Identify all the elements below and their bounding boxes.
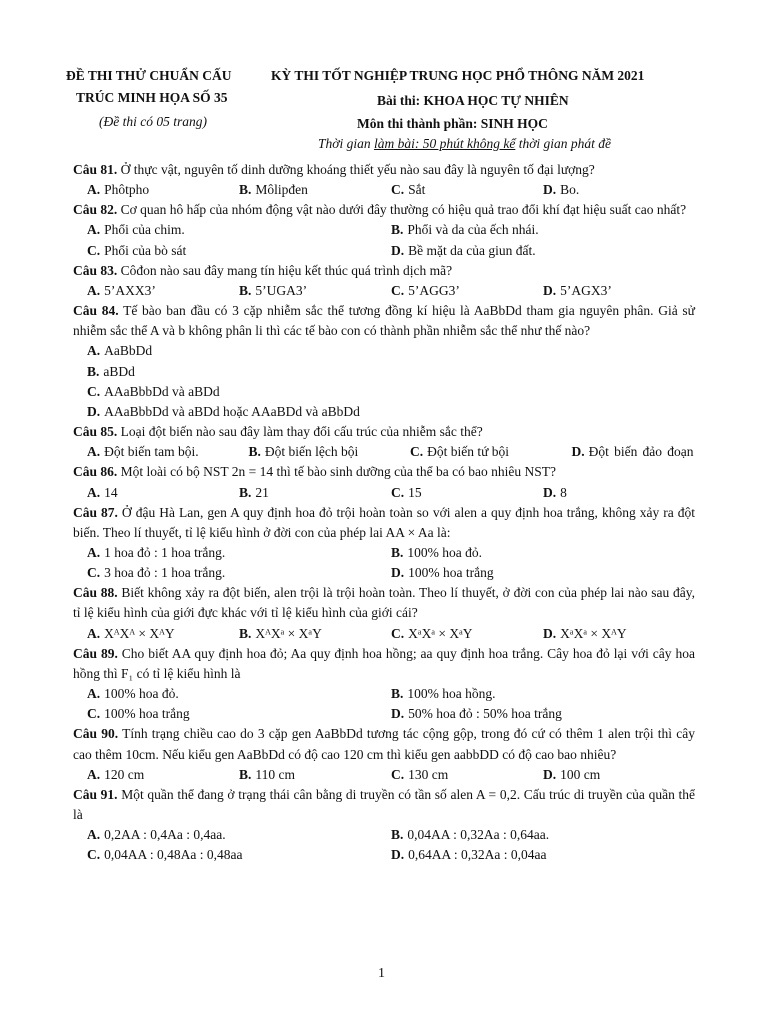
option-c[interactable]: C. Đột biến tứ bội [410, 444, 510, 460]
options-row [73, 543, 695, 563]
question-text: Tế bào ban đầu có 3 cặp nhiễm sắc thể tương đồng kí hiệu là AaBbDd tham gia nguyên phân. Giả sử nhiễm sắc thể A và b không phân li thì các tế bào con có thành phần nhiễm sắc thể như thế nào? [73, 303, 695, 339]
time-underlined: làm bài: 50 phút không kể [373, 136, 516, 151]
option-b[interactable]: B. Môlipđen [239, 182, 308, 198]
options-row [73, 563, 695, 583]
option-a[interactable]: A. Phổi của chim. [87, 222, 185, 238]
page-number: 1 [378, 966, 385, 981]
question-label: Câu 82. [73, 202, 118, 218]
option-c[interactable]: C. 5’AGG3’ [391, 282, 460, 298]
option-c[interactable]: C. 3 hoa đỏ : 1 hoa trắng. [87, 565, 226, 581]
options-row [73, 845, 695, 865]
question-82 [73, 200, 695, 220]
header-right-line3: Môn thi thành phần: SINH HỌC [357, 116, 548, 131]
question-label: Câu 81. [73, 162, 118, 177]
option-d[interactable]: D. 5’AGX3’ [543, 282, 612, 298]
option-a[interactable]: A. Đột biến tam bội. [87, 444, 199, 460]
header-left-line1: ĐỀ THI THỬ CHUẨN CẤU [66, 68, 232, 83]
option-d[interactable]: D. Bo. [543, 182, 580, 198]
question-label: Câu 89. [73, 645, 118, 661]
option-a[interactable]: A. 120 cm [87, 766, 145, 782]
question-text: Tính trạng chiều cao do 3 cặp gen AaBbDd tương tác cộng gộp, trong đó cứ có thêm 1 alen trội thì cây cao thêm 10cm. Nếu kiểu gen AaBbDd có độ cao 120 cm thì kiểu gen aabbDD có độ cao bao nhiêu? [73, 726, 695, 762]
option-b[interactable]: B. 0,04AA : 0,32Aa : 0,64aa. [391, 827, 550, 843]
header-left-line2: TRÚC MINH HỌA SỐ 35 [76, 90, 228, 105]
options-row [73, 220, 695, 240]
options-row [73, 765, 695, 785]
question-91 [73, 785, 695, 825]
option-b[interactable]: B. 110 cm [239, 766, 296, 782]
option-b[interactable]: B. aBDd [87, 363, 135, 379]
time-suffix: thời gian phát đề [515, 136, 612, 151]
option-c[interactable]: C. XᵃXᵃ × XᵃY [391, 625, 473, 641]
option-c[interactable]: C. 0,04AA : 0,48Aa : 0,48aa [87, 847, 243, 863]
option-d[interactable]: D. 100% hoa trắng [391, 565, 494, 581]
question-text: Ở thực vật, nguyên tố dinh dưỡng khoáng thiết yếu nào sau đây là nguyên tố đại lượng? [117, 162, 595, 177]
option-a[interactable]: A. XᴬXᴬ × XᴬY [87, 625, 175, 641]
question-88 [73, 583, 695, 623]
time-prefix: Thời gian [318, 136, 374, 151]
question-label: Câu 86. [73, 464, 118, 480]
option-b[interactable]: B. 21 [239, 484, 269, 500]
option-b[interactable]: B. 100% hoa hồng. [391, 686, 496, 702]
question-label: Câu 91. [73, 786, 118, 802]
options-row [73, 180, 695, 200]
header-left-line3: (Đề thi có 05 trang) [99, 114, 207, 129]
question-87 [73, 503, 695, 543]
option-c[interactable]: C. 100% hoa trắng [87, 706, 190, 722]
question-text: Loại đột biến nào sau đây làm thay đổi cấu trúc của nhiễm sắc thể? [117, 424, 483, 440]
option-d[interactable]: D. 100 cm [543, 766, 601, 782]
option-c[interactable]: C. 130 cm [391, 766, 449, 782]
header-right-line2: Bài thi: KHOA HỌC TỰ NHIÊN [377, 93, 569, 108]
option-d[interactable]: D. Bề mặt da của giun đất. [391, 242, 536, 258]
options-row [73, 825, 695, 845]
option-b[interactable]: B. Phổi và da của ếch nhái. [391, 222, 539, 238]
option-d[interactable]: D. Đột biến đảo đoạn [571, 444, 694, 460]
option-c[interactable]: C. AAaBbbDd và aBDd [87, 383, 220, 399]
option-b[interactable]: B. Đột biến lệch bội [248, 444, 359, 460]
question-text: Cho biết AA quy định hoa đỏ; Aa quy định hoa hồng; aa quy định hoa trắng. Cây hoa đỏ lại với cây hoa hồng thì F₁ có tỉ lệ kiểu hình là [73, 645, 695, 681]
question-text: Một quần thể đang ở trạng thái cân bằng di truyền có tần số alen A = 0,2. Cấu trúc di truyền của quần thể là [73, 786, 695, 822]
question-text: Ở đậu Hà Lan, gen A quy định hoa đỏ trội hoàn toàn so với alen a quy định hoa trắng, không xảy ra đột biến. Theo lí thuyết, tỉ lệ kiểu hình ở đời con của phép lai AA × Aa là: [73, 504, 695, 540]
question-81 [73, 160, 695, 180]
question-83 [73, 261, 695, 281]
header-right-line1: KỲ THI TỐT NGHIỆP TRUNG HỌC PHỔ THÔNG NĂM 2021 [271, 68, 645, 83]
question-90 [73, 724, 695, 764]
question-label: Câu 84. [73, 303, 119, 319]
options-row [73, 624, 695, 644]
options-row [73, 281, 695, 301]
option-a[interactable]: A. AaBbDd [87, 343, 153, 359]
options-row [73, 442, 695, 462]
option-b[interactable]: B. 100% hoa đỏ. [391, 544, 483, 560]
question-label: Câu 87. [73, 504, 118, 520]
option-b[interactable]: B. XᴬXᵃ × XᵃY [239, 625, 322, 641]
question-86 [73, 462, 695, 482]
option-c[interactable]: C. Phổi của bò sát [87, 242, 187, 258]
question-label: Câu 85. [73, 424, 118, 440]
option-a[interactable]: A. Phôtpho [87, 182, 150, 198]
question-label: Câu 90. [73, 726, 119, 742]
question-label: Câu 88. [73, 585, 118, 601]
option-d[interactable]: D. 8 [543, 484, 567, 500]
question-text: Một loài có bộ NST 2n = 14 thì tế bào sinh dưỡng của thể ba có bao nhiêu NST? [117, 464, 557, 480]
options-row [73, 704, 695, 724]
options-row [73, 241, 695, 261]
question-label: Câu 83. [73, 262, 118, 278]
question-text: Côđon nào sau đây mang tín hiệu kết thúc quá trình dịch mã? [117, 262, 453, 278]
option-a[interactable]: A. 14 [87, 484, 118, 500]
question-89 [73, 644, 695, 684]
option-d[interactable]: D. 0,64AA : 0,32Aa : 0,04aa [391, 847, 547, 863]
option-b[interactable]: B. 5’UGA3’ [239, 282, 308, 298]
option-d[interactable]: D. 50% hoa đỏ : 50% hoa trắng [391, 706, 562, 722]
option-a[interactable]: A. 0,2AA : 0,4Aa : 0,4aa. [87, 827, 226, 843]
question-85 [73, 422, 695, 442]
option-c[interactable]: C. 15 [391, 484, 422, 500]
options-row [73, 684, 695, 704]
option-a[interactable]: A. 100% hoa đỏ. [87, 686, 179, 702]
option-a[interactable]: A. 1 hoa đỏ : 1 hoa trắng. [87, 544, 226, 560]
option-a[interactable]: A. 5’AXX3’ [87, 282, 156, 298]
options-row [73, 483, 695, 503]
header-time-line [318, 134, 611, 154]
questions-container [73, 160, 695, 865]
option-c[interactable]: C. Sắt [391, 182, 426, 198]
question-84 [73, 301, 695, 341]
question-text: Cơ quan hô hấp của nhóm động vật nào dưới đây thường có hiệu quả trao đổi khí đạt hiệu suất cao nhất? [117, 202, 687, 218]
question-text: Biết không xảy ra đột biến, alen trội là trội hoàn toàn. Theo lí thuyết, ở đời con của phép lai nào sau đây, tỉ lệ kiểu hình của giới đực khác với tỉ lệ kiểu hình của giới cái? [73, 585, 695, 621]
option-d[interactable]: D. XᵃXᵃ × XᴬY [543, 625, 627, 641]
option-d[interactable]: D. AAaBbbDd và aBDd hoặc AAaBDd và aBbDd [87, 403, 360, 419]
